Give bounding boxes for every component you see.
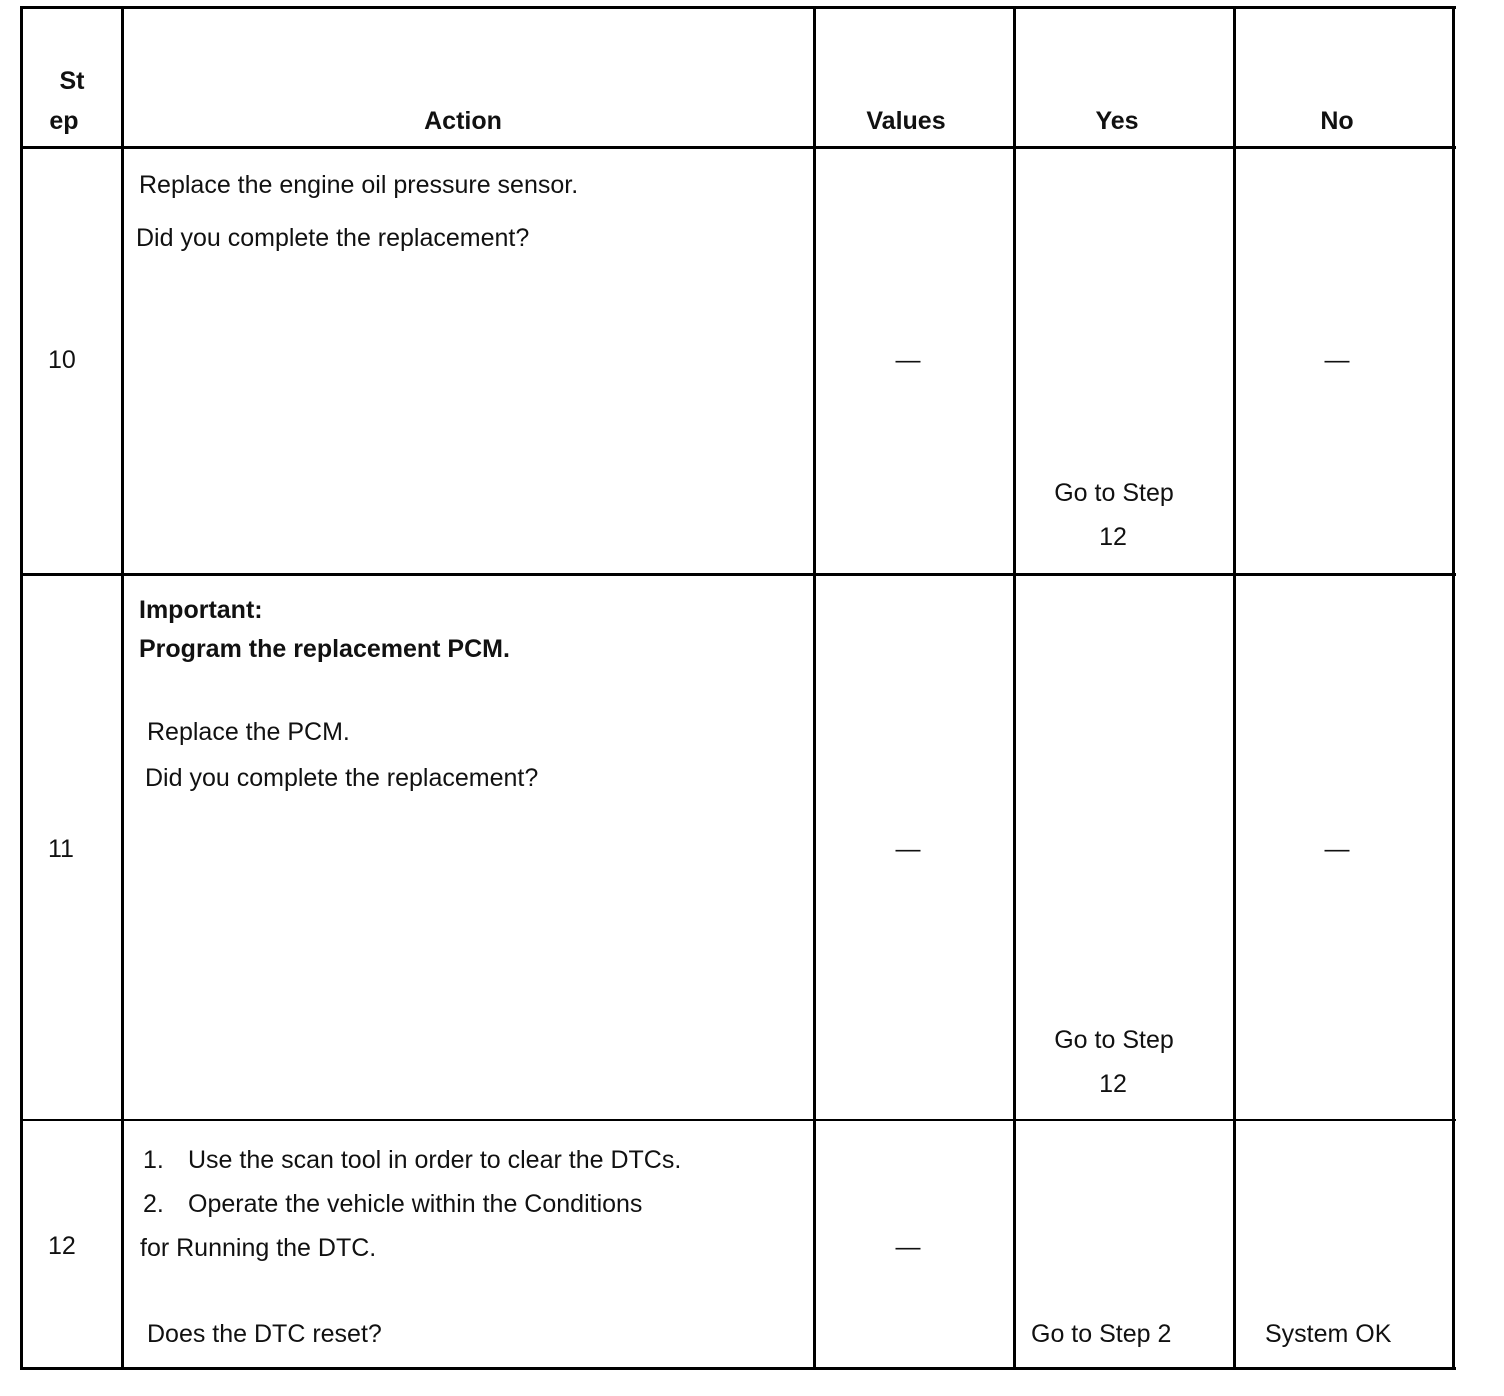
- column-divider-yes: [1233, 6, 1236, 1370]
- list-item-continuation: for Running the DTC.: [140, 1234, 377, 1262]
- header-values: Values: [866, 107, 946, 135]
- values-cell: —: [895, 346, 921, 374]
- action-question: Did you complete the replacement?: [136, 224, 530, 252]
- step-number: 11: [48, 835, 74, 863]
- header-action: Action: [424, 107, 502, 135]
- table-border-left: [20, 6, 23, 1370]
- important-text: Program the replacement PCM.: [139, 635, 510, 663]
- list-item-number: 2.: [143, 1190, 164, 1218]
- yes-cell-line1: Go to Step: [1054, 479, 1174, 507]
- row-divider-10-11: [20, 573, 1456, 576]
- step-number: 12: [48, 1232, 76, 1260]
- action-line: Replace the PCM.: [147, 718, 350, 746]
- no-cell: —: [1324, 346, 1350, 374]
- header-step-line1: St: [59, 67, 85, 95]
- yes-cell-line2: 12: [1099, 523, 1127, 551]
- table-border-top: [20, 6, 1456, 9]
- no-cell: —: [1324, 835, 1350, 863]
- row-divider-11-12: [20, 1119, 1456, 1121]
- no-cell: System OK: [1265, 1320, 1392, 1348]
- list-item-text: Operate the vehicle within the Conditions: [188, 1190, 643, 1218]
- list-item-text: Use the scan tool in order to clear the DTCs.: [188, 1146, 682, 1174]
- header-no: No: [1320, 107, 1354, 135]
- values-cell: —: [895, 835, 921, 863]
- yes-cell: Go to Step 2: [1031, 1320, 1172, 1348]
- yes-cell-line1: Go to Step: [1054, 1026, 1174, 1054]
- column-divider-action: [813, 6, 816, 1370]
- header-step-line2: ep: [49, 107, 79, 135]
- column-divider-values: [1013, 6, 1016, 1370]
- header-divider: [20, 146, 1456, 149]
- action-question: Did you complete the replacement?: [145, 764, 539, 792]
- values-cell: —: [895, 1233, 921, 1261]
- important-label: Important:: [139, 596, 263, 624]
- list-item-number: 1.: [143, 1146, 164, 1174]
- action-line: Replace the engine oil pressure sensor.: [139, 171, 579, 199]
- column-divider-step: [121, 6, 124, 1370]
- yes-cell-line2: 12: [1099, 1070, 1127, 1098]
- table-border-right: [1452, 6, 1455, 1370]
- table-border-bottom: [20, 1367, 1456, 1370]
- action-question: Does the DTC reset?: [147, 1320, 382, 1348]
- step-number: 10: [48, 346, 76, 374]
- header-yes: Yes: [1095, 107, 1139, 135]
